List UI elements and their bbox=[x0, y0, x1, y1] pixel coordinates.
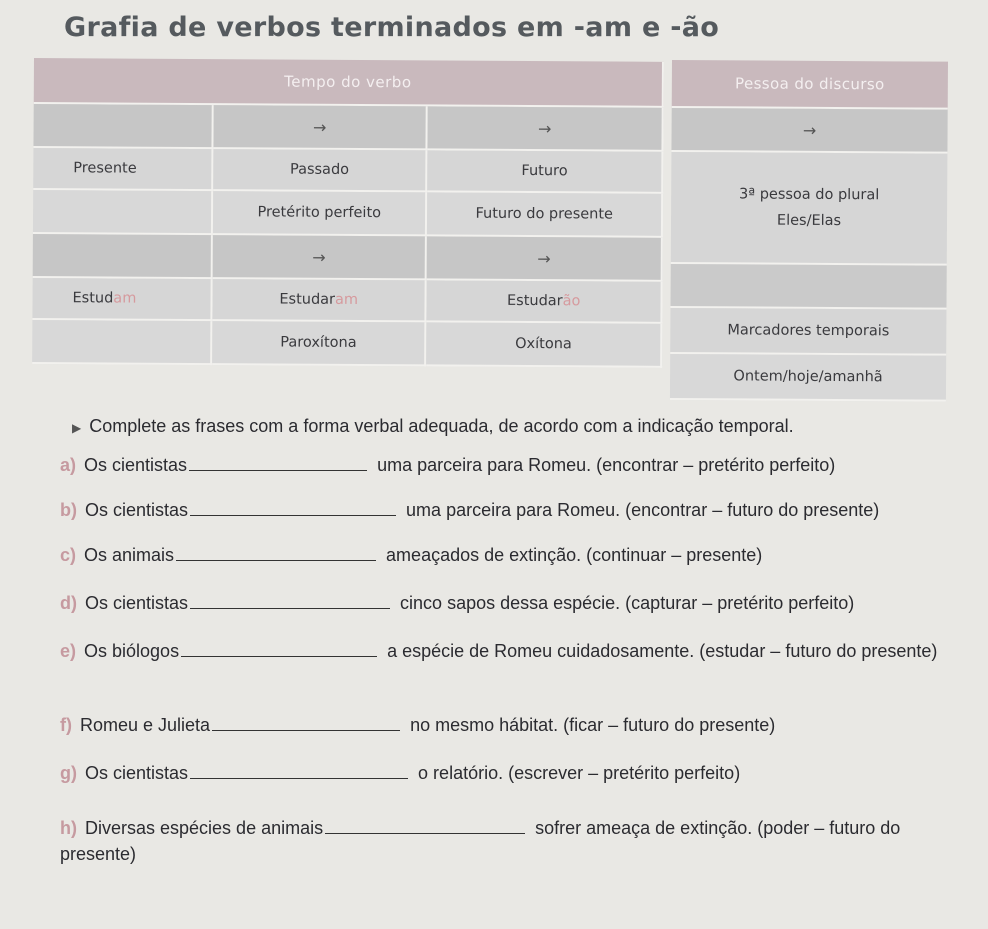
answer-blank[interactable] bbox=[176, 542, 376, 561]
exercise-rest: uma parceira para Romeu. (encontrar – pretérito perfeito) bbox=[377, 455, 836, 475]
table-cell bbox=[670, 264, 946, 310]
table-cell bbox=[33, 234, 213, 279]
exercise-letter: f) bbox=[60, 715, 72, 735]
example-past: Estudaram bbox=[212, 279, 427, 322]
person-table bbox=[670, 60, 948, 402]
table-cell bbox=[33, 104, 213, 149]
arrow-icon: → bbox=[428, 106, 664, 151]
exercise-letter: a) bbox=[60, 455, 77, 475]
example-present: Estudam bbox=[32, 278, 212, 321]
exercise-rest: no mesmo hábitat. (ficar – futuro do presente) bbox=[410, 715, 776, 735]
play-bullet-icon: ▶ bbox=[72, 421, 82, 435]
exercise-subject: Os biólogos bbox=[84, 641, 180, 661]
exercise-item bbox=[60, 638, 965, 664]
instruction-text: Complete as frases com a forma verbal adequada, de acordo com a indicação temporal. bbox=[89, 416, 794, 436]
table-cell bbox=[32, 320, 212, 365]
exercise-subject: Os cientistas bbox=[84, 455, 188, 475]
tense-name-future: Futuro do presente bbox=[427, 192, 663, 237]
exercise-item bbox=[60, 712, 965, 738]
exercise-item bbox=[60, 542, 965, 568]
answer-blank[interactable] bbox=[325, 815, 525, 834]
tense-present: Presente bbox=[33, 148, 213, 191]
person-plural-cell bbox=[671, 152, 948, 266]
exercise-letter: b) bbox=[60, 500, 77, 520]
exercise-rest: ameaçados de extinção. (continuar – presente) bbox=[386, 545, 763, 565]
exercise-letter: e) bbox=[60, 641, 77, 661]
exercise-subject: Diversas espécies de animais bbox=[85, 818, 324, 838]
exercise-subject: Os cientistas bbox=[85, 500, 189, 520]
markers-title: Marcadores temporais bbox=[670, 308, 946, 356]
answer-blank[interactable] bbox=[189, 452, 367, 471]
answer-blank[interactable] bbox=[190, 497, 396, 516]
exercise-item bbox=[60, 452, 965, 478]
exercise-subject: Os cientistas bbox=[85, 763, 189, 783]
exercise-rest: o relatório. (escrever – pretérito perfeito) bbox=[418, 763, 741, 783]
exercise-letter: h) bbox=[60, 818, 77, 838]
exercise-letter: g) bbox=[60, 763, 77, 783]
exercise-item bbox=[60, 815, 965, 867]
page-title: Grafia de verbos terminados em -am e -ão bbox=[64, 12, 720, 43]
exercise-rest: cinco sapos dessa espécie. (capturar – pretérito perfeito) bbox=[400, 593, 855, 613]
exercise-item bbox=[60, 590, 965, 616]
exercise-subject: Romeu e Julieta bbox=[80, 715, 211, 735]
arrow-icon: → bbox=[213, 105, 428, 150]
arrow-icon: → bbox=[427, 236, 663, 281]
arrow-icon: → bbox=[213, 235, 428, 280]
person-label: 3ª pessoa do plural bbox=[739, 186, 880, 204]
tense-future: Futuro bbox=[428, 150, 664, 193]
verb-tense-table bbox=[32, 58, 664, 368]
answer-blank[interactable] bbox=[190, 590, 390, 609]
example-future: Estudarão bbox=[427, 280, 663, 323]
exercise-rest: a espécie de Romeu cuidadosamente. (estudar – futuro do presente) bbox=[387, 641, 938, 661]
arrow-icon: → bbox=[671, 108, 947, 154]
exercise-rest: uma parceira para Romeu. (encontrar – futuro do presente) bbox=[406, 500, 880, 520]
stress-paroxitona: Paroxítona bbox=[212, 321, 427, 366]
exercise-subject: Os animais bbox=[84, 545, 175, 565]
answer-blank[interactable] bbox=[212, 712, 400, 731]
exercise-rest: sofrer ameaça de extinção. (poder – futuro do presente) bbox=[60, 818, 901, 864]
table-cell bbox=[33, 190, 213, 235]
tense-name-past: Pretérito perfeito bbox=[213, 191, 428, 236]
markers-list: Ontem/hoje/amanhã bbox=[670, 354, 946, 402]
exercise-item bbox=[60, 497, 965, 523]
exercise-subject: Os cientistas bbox=[85, 593, 189, 613]
exercise-item bbox=[60, 760, 965, 786]
answer-blank[interactable] bbox=[181, 638, 377, 657]
verb-tense-header: Tempo do verbo bbox=[34, 58, 664, 108]
exercise-letter: d) bbox=[60, 593, 77, 613]
answer-blank[interactable] bbox=[190, 760, 408, 779]
tense-past: Passado bbox=[213, 149, 428, 192]
exercise-letter: c) bbox=[60, 545, 77, 565]
pronouns-label: Eles/Elas bbox=[776, 212, 842, 230]
stress-oxitona: Oxítona bbox=[427, 322, 663, 367]
instruction bbox=[72, 416, 794, 437]
person-header: Pessoa do discurso bbox=[672, 60, 948, 110]
